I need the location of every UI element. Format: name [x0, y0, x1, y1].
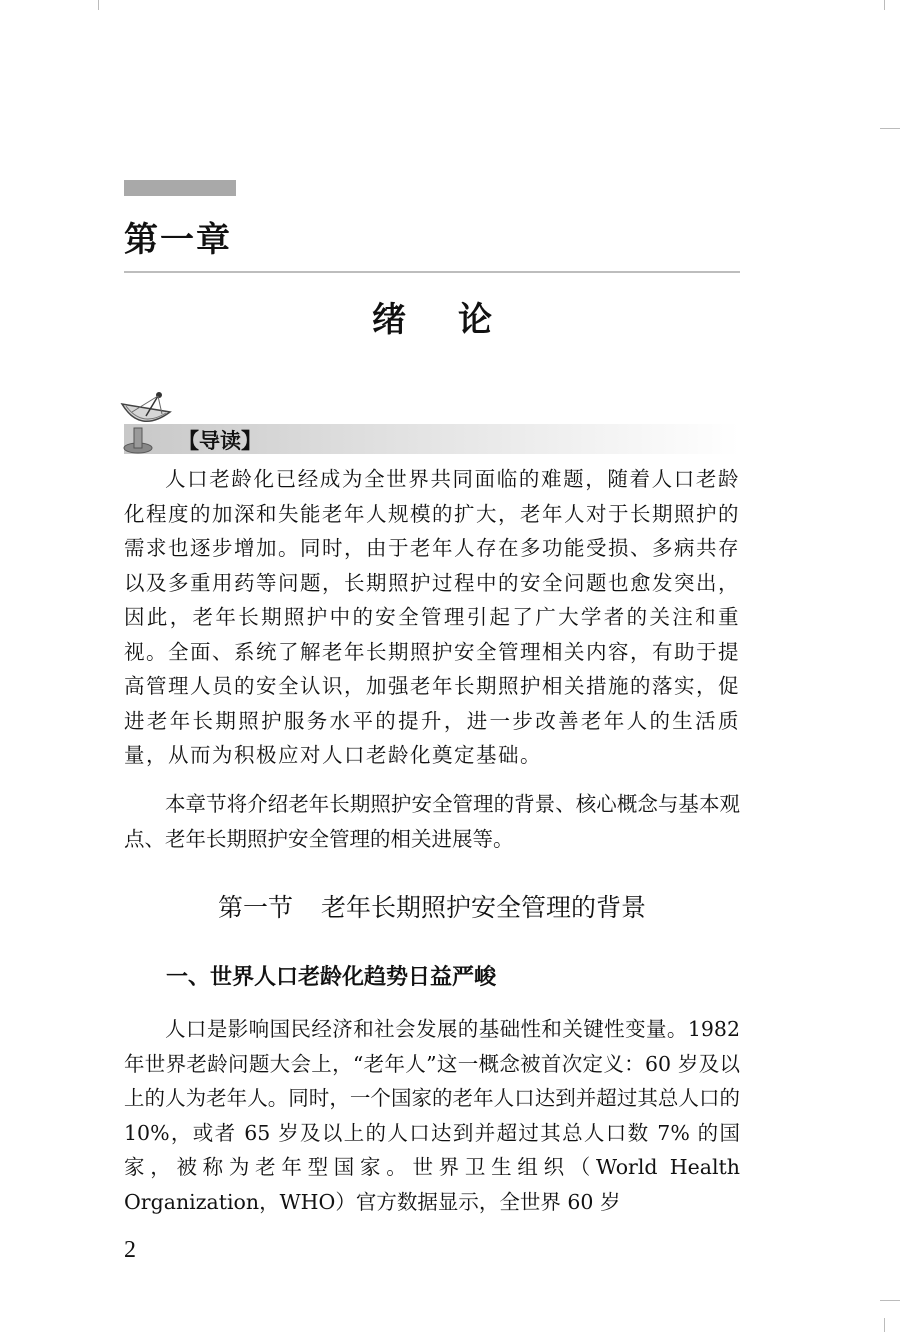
crop-mark-bottom-right [884, 1318, 885, 1332]
page-number: 2 [124, 1237, 136, 1263]
chapter-title: 绪论 [372, 300, 544, 340]
guide-paragraph: 人口老龄化已经成为全世界共同面临的难题，随着人口老龄化程度的加深和失能老年人规模的扩大，老年人对于长期照护的需求也逐步增加。同时，由于老年人存在多功能受损、多病共存以及多重用药等问题，长期照护过程中的安全问题也愈发突出，因此，老年长期照护中的安全管理引起了广大学者的关注和重视。全面、系统了解老年长期照护安全管理相关内容，有助于提高管理人员的安全认识，加强老年长期照护相关措施的落实，促进老年长期照护服务水平的提升，进一步改善老年人的生活质量，从而为积极应对人口老龄化奠定基础。 [124, 467, 740, 767]
chapter-overview: 本章节将介绍老年长期照护安全管理的背景、核心概念与基本观点、老年长期照护安全管理的相关进展等。 [124, 792, 740, 851]
section-number: 第一节 [217, 893, 293, 922]
crop-mark-top-right [884, 0, 885, 10]
crop-mark-top-left [98, 0, 99, 10]
section-title: 老年长期照护安全管理的背景 [321, 893, 647, 922]
crop-mark-right-top [880, 128, 900, 129]
guide-label: 【导读】 [178, 429, 262, 453]
body-paragraph: 人口是影响国民经济和社会发展的基础性和关键性变量。1982 年世界老龄问题大会上，“老年人”这一概念被首次定义：60 岁及以上的人为老年人。同时，一个国家的老年人口达到并超过其总人口的 10%，或者 65 岁及以上的人口达到并超过其总人口数 7% 的国家，被称为老年型国家。世界卫生组织（World Health Organization，WHO）官方数据显示，全世界 60 岁 [124, 1017, 740, 1214]
subsection-heading: 一、世界人口老龄化趋势日益严峻 [166, 965, 497, 990]
section-heading [124, 888, 740, 924]
crop-mark-right-bottom [880, 1300, 900, 1301]
chapter-divider [124, 271, 740, 273]
satellite-dish-icon [118, 390, 178, 456]
chapter-bar [124, 180, 236, 196]
chapter-label: 第一章 [124, 220, 232, 260]
